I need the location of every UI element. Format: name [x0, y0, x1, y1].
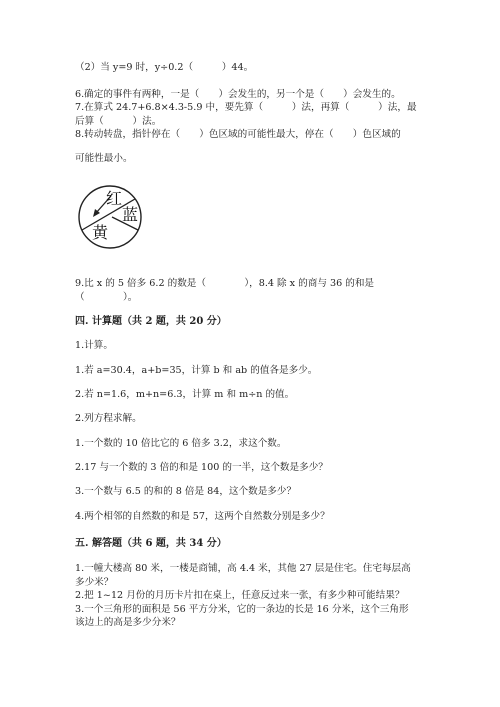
question-7-line2: 后算（ ）法。 [75, 116, 162, 127]
equation-intro: 2.列方程求解。 [75, 413, 142, 424]
line-q2-sub: （2）当 y=9 时，y÷0.2（ ）44。 [75, 62, 254, 73]
section-5-heading: 五. 解答题（共 6 题，共 34 分） [75, 538, 227, 549]
equation-q2: 2.17 与一个数的 3 倍的和是 100 的一半，这个数是多少？ [75, 462, 328, 473]
question-9-line2: （ ）。 [75, 292, 138, 303]
answer-q1-line2: 多少米？ [75, 577, 114, 588]
answer-q1-line1: 1.一幢大楼高 80 米，一楼是商铺，高 4.4 米，其他 27 层是住宅。住宅每层高 [75, 563, 411, 574]
question-8-line2: 可能性最小。 [75, 153, 133, 164]
answer-q3-line1: 3.一个三角形的面积是 56 平方分米，它的一条边的长是 16 分米，这个三角形 [75, 604, 409, 615]
question-6: 6.确定的事件有两种，一是（ ）会发生的，另一个是（ ）会发生的。 [75, 89, 401, 100]
spinner-label-red: 红 [106, 189, 123, 208]
calc-q1: 1.若 a=30.4，a+b=35，计算 b 和 ab 的值各是多少。 [75, 365, 318, 376]
equation-q1: 1.一个数的 10 倍比它的 6 倍多 3.2，求这个数。 [75, 438, 287, 449]
calc-intro: 1.计算。 [75, 340, 113, 351]
spinner-diagram [75, 182, 145, 252]
answer-q3-line2: 该边上的高是多少分米？ [75, 617, 181, 628]
question-7-line1: 7.在算式 24.7+6.8×4.3-5.9 中，要先算（ ）法，再算（ ）法，最 [75, 102, 417, 113]
question-8-line1: 8.转动转盘，指针停在（ ）色区域的可能性最大，停在（ ）色区域的 [75, 129, 401, 140]
question-9-line1: 9.比 x 的 5 倍多 6.2 的数是（ ），8.4 除 x 的商与 36 的和是 [75, 278, 375, 289]
spinner-label-yellow: 黄 [92, 223, 109, 242]
calc-q2: 2.若 n=1.6，m+n=6.3，计算 m 和 m÷n 的值。 [75, 389, 295, 400]
answer-q2: 2.把 1~12 月份的月历卡片扣在桌上，任意反过来一张，有多少种可能结果？ [75, 590, 405, 601]
spinner-label-blue: 蓝 [122, 205, 139, 224]
equation-q4: 4.两个相邻的自然数的和是 57，这两个自然数分别是多少？ [75, 511, 330, 522]
section-4-heading: 四. 计算题（共 2 题，共 20 分） [75, 316, 227, 327]
equation-q3: 3.一个数与 6.5 的和的 8 倍是 84，这个数是多少？ [75, 486, 297, 497]
